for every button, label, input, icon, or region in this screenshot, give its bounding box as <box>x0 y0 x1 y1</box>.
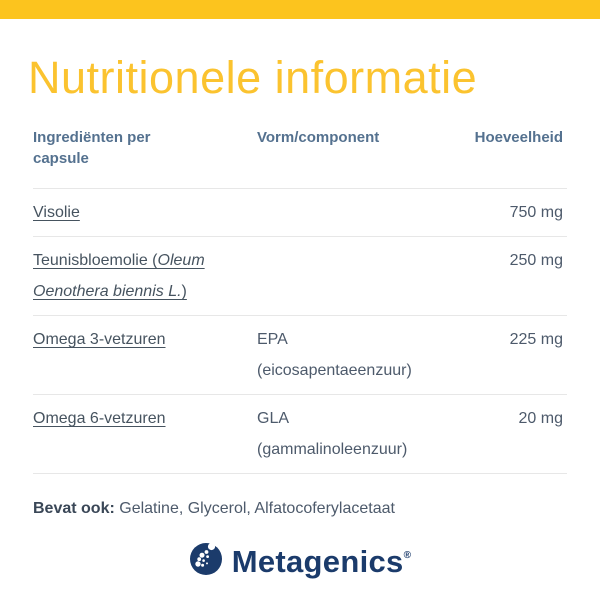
column-header-amount: Hoeveelheid <box>474 129 563 146</box>
nutrition-table <box>33 127 567 473</box>
registered-mark: ® <box>403 550 412 561</box>
table-header-row <box>33 127 567 188</box>
ingredient-name-text: Omega 6-vetzuren <box>33 410 166 427</box>
brand-logo <box>0 538 600 580</box>
table-row <box>33 188 567 236</box>
component-name: EPA <box>257 331 288 348</box>
accent-top-bar <box>0 0 600 19</box>
brand-name <box>232 538 412 580</box>
column-header-ingredient <box>33 127 257 169</box>
metagenics-globe-icon <box>189 542 223 576</box>
ingredient-cell <box>33 403 257 434</box>
ingredient-cell <box>33 324 257 355</box>
component-detail: (eicosapentaeenzuur) <box>257 362 412 379</box>
ingredient-name-suffix: ) <box>181 283 187 300</box>
ingredient-name <box>33 331 166 348</box>
page-title: Nutritionele informatie <box>28 52 478 103</box>
amount-cell: 225 mg <box>509 331 563 348</box>
component-name: GLA <box>257 410 290 427</box>
ingredient-name <box>33 252 205 300</box>
ingredient-name-text: Omega 3-vetzuren <box>33 331 166 348</box>
ingredient-name <box>33 410 166 427</box>
table-row <box>33 315 567 394</box>
component-cell <box>257 324 417 386</box>
component-detail: (gammalinoleenzuur) <box>257 441 408 458</box>
amount-cell: 20 mg <box>518 410 563 427</box>
table-row <box>33 236 567 315</box>
contains-line <box>33 499 567 519</box>
contains-label: Bevat ook: <box>33 500 115 517</box>
amount-cell: 750 mg <box>509 204 563 221</box>
table-bottom-divider <box>33 473 567 474</box>
component-cell <box>257 403 417 465</box>
amount-cell: 250 mg <box>509 252 563 269</box>
ingredient-cell <box>33 197 257 228</box>
contains-value: Gelatine, Glycerol, Alfatocoferylacetaat <box>114 500 395 517</box>
ingredient-name <box>33 204 80 221</box>
ingredient-name-text: Visolie <box>33 204 80 221</box>
table-row <box>33 394 567 473</box>
ingredient-cell <box>33 245 257 307</box>
ingredient-latin-name: Oleum Oenothera biennis L. <box>33 252 205 300</box>
column-header-ingredient-label: Ingrediënten per capsule <box>33 129 151 167</box>
column-header-component: Vorm/component <box>257 129 380 146</box>
ingredient-name-text: Teunisbloemolie ( <box>33 252 158 269</box>
brand-name-text: Metagenics <box>231 544 404 579</box>
